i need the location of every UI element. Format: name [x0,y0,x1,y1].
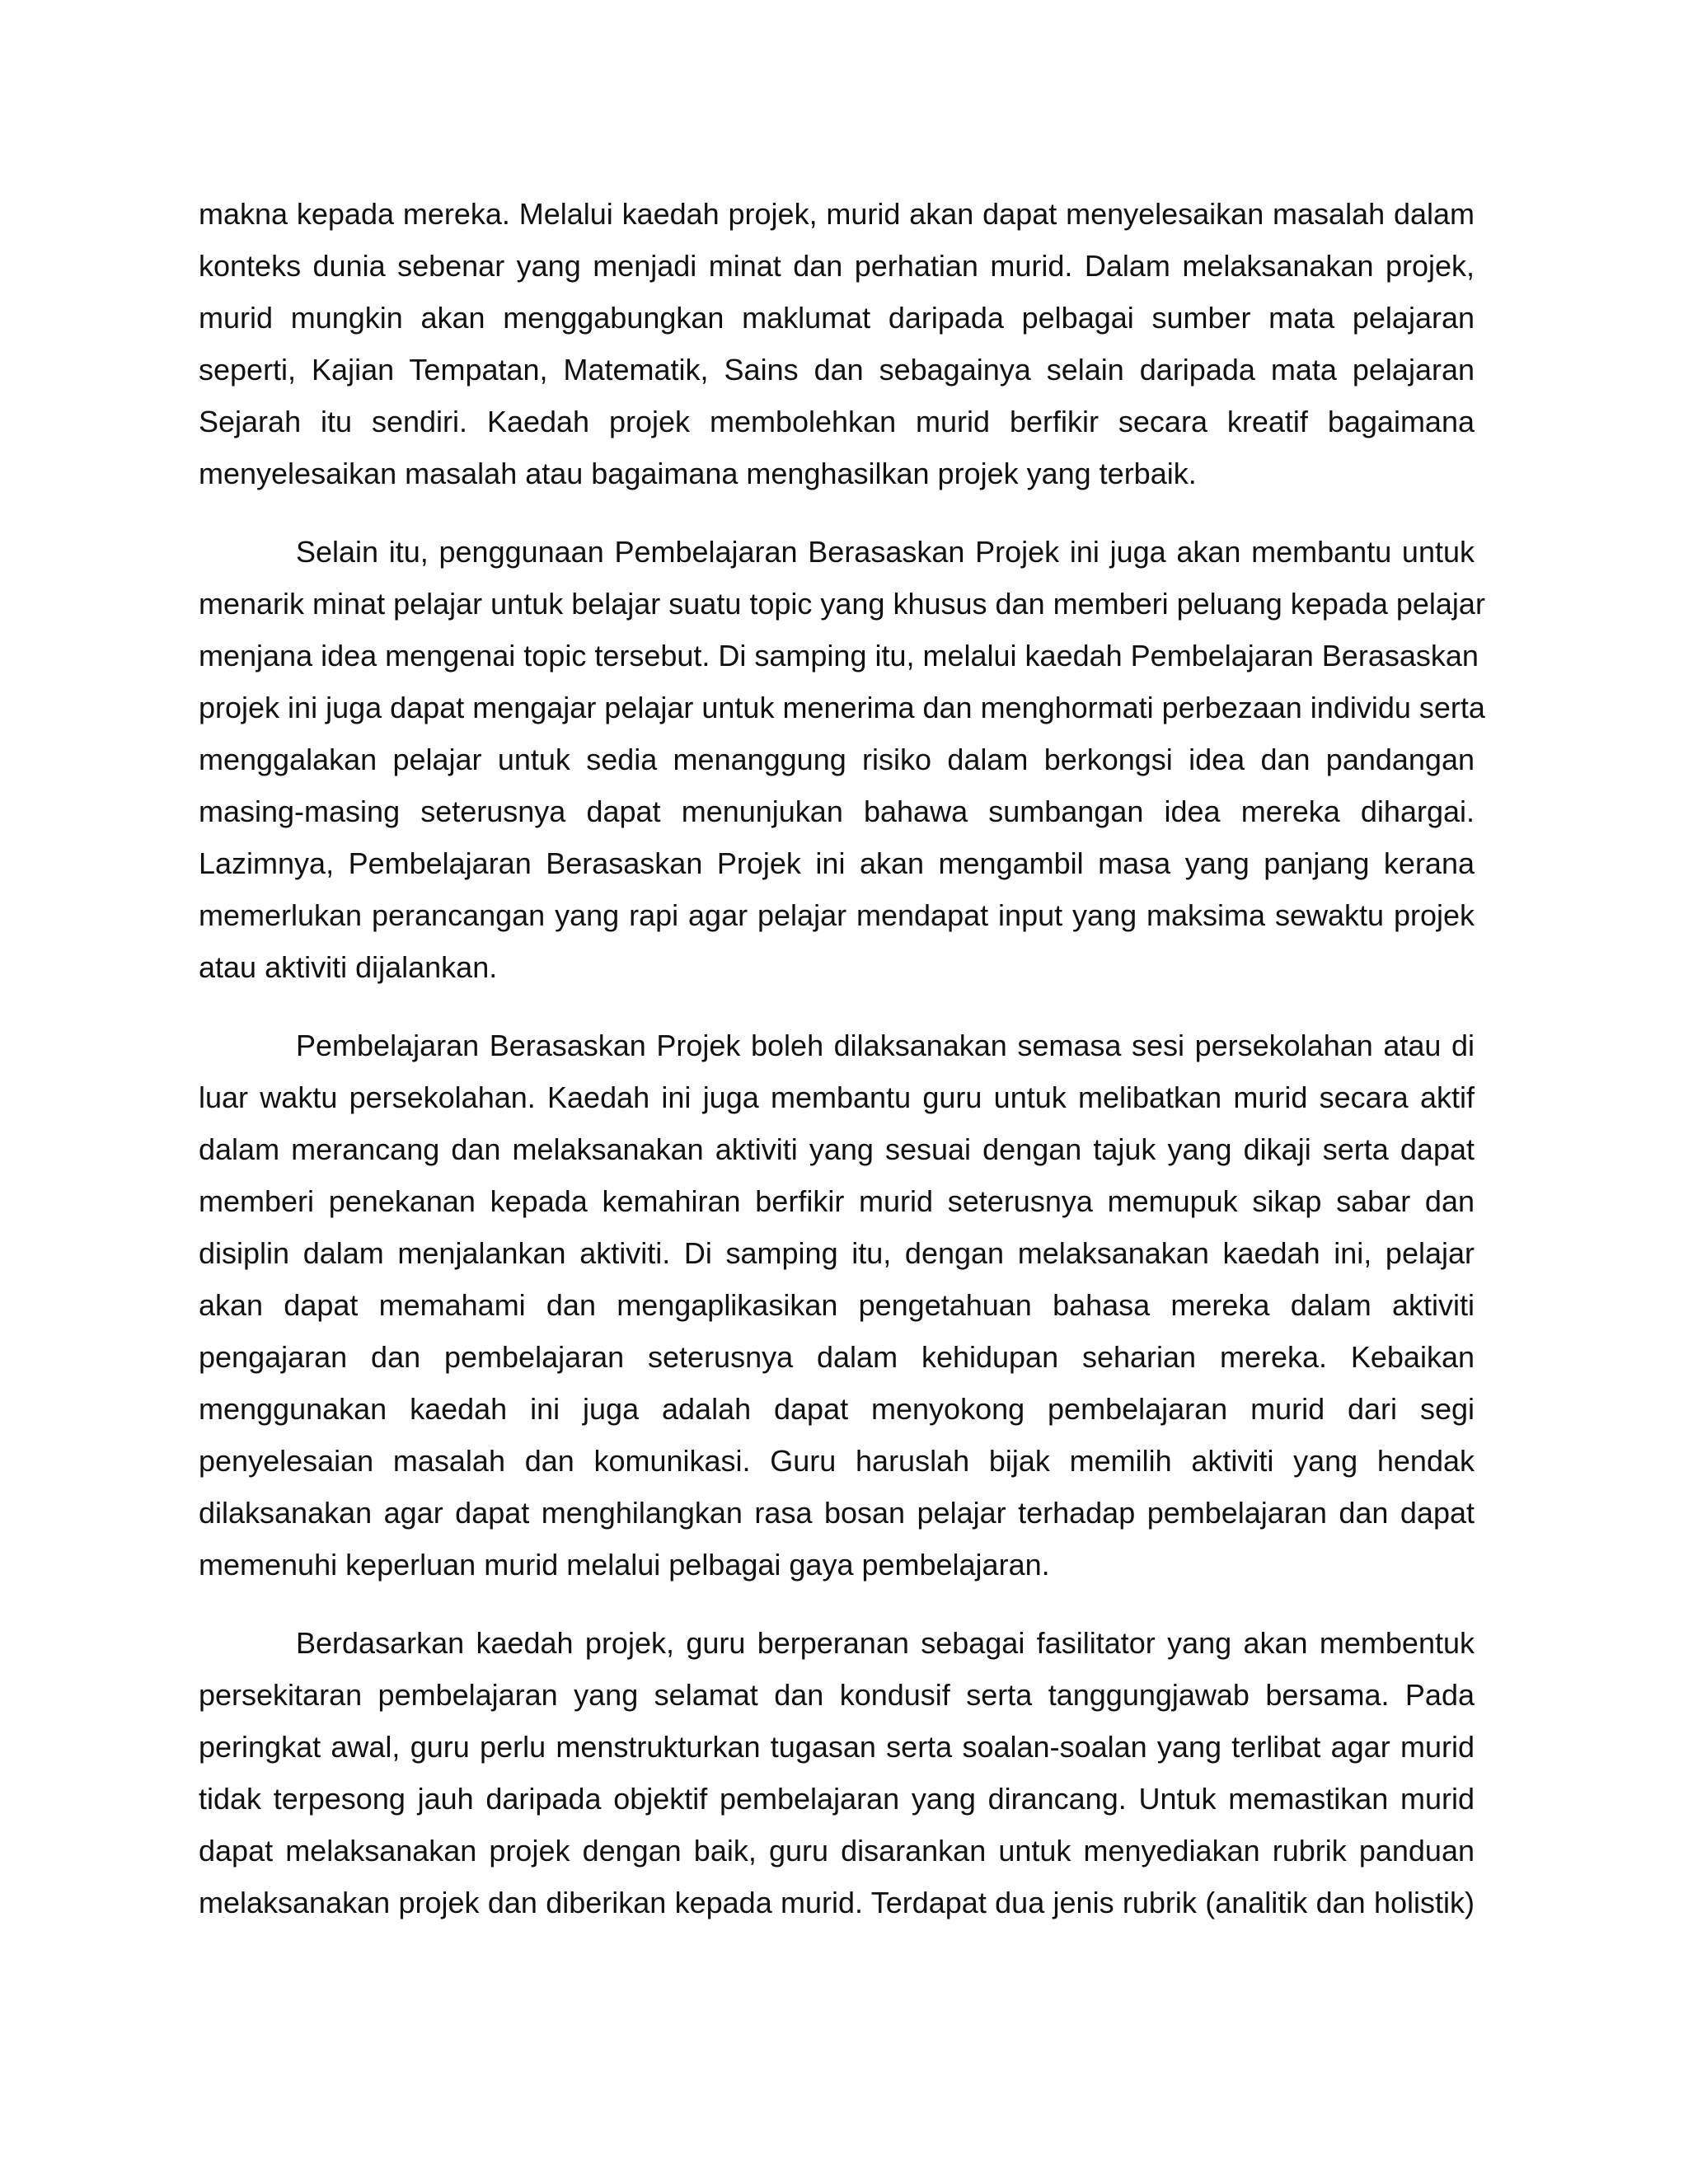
paragraph-line: menjana idea mengenai topic tersebut. Di samping itu, melalui kaedah Pembelajaran Berasaskan [199,639,1479,673]
paragraph-line: konteks dunia sebenar yang menjadi minat dan perhatian murid. Dalam melaksanakan projek, [199,249,1475,283]
paragraph-line: Sejarah itu sendiri. Kaedah projek membolehkan murid berfikir secara kreatif bagaimana [199,405,1475,438]
paragraph-line: dilaksanakan agar dapat menghilangkan rasa bosan pelajar terhadap pembelajaran dan dapat [199,1496,1475,1530]
paragraph-line: menggalakan pelajar untuk sedia menanggung risiko dalam berkongsi idea dan pandangan [199,743,1475,776]
paragraph-line: dapat melaksanakan projek dengan baik, guru disarankan untuk menyediakan rubrik panduan [199,1834,1475,1868]
paragraph-line: peringkat awal, guru perlu menstrukturkan tugasan serta soalan-soalan yang terlibat agar murid [199,1730,1475,1764]
paragraph-line: Selain itu, penggunaan Pembelajaran Berasaskan Projek ini juga akan membantu untuk [296,535,1475,569]
paragraph-line: murid mungkin akan menggabungkan maklumat daripada pelbagai sumber mata pelajaran [199,301,1475,335]
paragraph-line: memberi penekanan kepada kemahiran berfikir murid seterusnya memupuk sikap sabar dan [199,1184,1475,1218]
paragraph-line: projek ini juga dapat mengajar pelajar untuk menerima dan menghormati perbezaan individu serta [199,691,1485,724]
paragraph-line: tidak terpesong jauh daripada objektif pembelajaran yang dirancang. Untuk memastikan murid [199,1782,1475,1816]
paragraph-3 [199,1019,1475,1591]
paragraph-spacer [199,993,1475,1019]
paragraph-1 [199,188,1475,499]
paragraph-line: menarik minat pelajar untuk belajar suatu topic yang khusus dan memberi peluang kepada pelajar [199,587,1485,621]
paragraph-line: Pembelajaran Berasaskan Projek boleh dilaksanakan semasa sesi persekolahan atau di [296,1029,1475,1062]
paragraph-line: menyelesaikan masalah atau bagaimana menghasilkan projek yang terbaik. [199,457,1197,490]
paragraph-2 [199,526,1485,993]
paragraph-spacer [199,1591,1475,1617]
paragraph-line: memenuhi keperluan murid melalui pelbagai gaya pembelajaran. [199,1548,1050,1582]
paragraph-line: luar waktu persekolahan. Kaedah ini juga membantu guru untuk melibatkan murid secara aktif [199,1080,1475,1114]
paragraph-line: pengajaran dan pembelajaran seterusnya dalam kehidupan seharian mereka. Kebaikan [199,1340,1475,1374]
paragraph-line: menggunakan kaedah ini juga adalah dapat menyokong pembelajaran murid dari segi [199,1392,1475,1426]
paragraph-line: disiplin dalam menjalankan aktiviti. Di samping itu, dengan melaksanakan kaedah ini, pelajar [199,1236,1475,1270]
paragraph-line: persekitaran pembelajaran yang selamat dan kondusif serta tanggungjawab bersama. Pada [199,1678,1475,1712]
paragraph-line: penyelesaian masalah dan komunikasi. Guru haruslah bijak memilih aktiviti yang hendak [199,1444,1475,1478]
document-body [199,188,1485,1929]
paragraph-4 [199,1617,1475,1929]
paragraph-line: Lazimnya, Pembelajaran Berasaskan Projek ini akan mengambil masa yang panjang kerana [199,846,1475,880]
paragraph-line: masing-masing seterusnya dapat menunjukan bahawa sumbangan idea mereka dihargai. [199,794,1475,828]
paragraph-line: seperti, Kajian Tempatan, Matematik, Sains dan sebagainya selain daripada mata pelajaran [199,353,1475,387]
paragraph-line: atau aktiviti dijalankan. [199,950,498,984]
paragraph-spacer [199,499,1475,526]
paragraph-line: memerlukan perancangan yang rapi agar pelajar mendapat input yang maksima sewaktu projek [199,898,1475,932]
paragraph-line: akan dapat memahami dan mengaplikasikan pengetahuan bahasa mereka dalam aktiviti [199,1288,1475,1322]
paragraph-line: melaksanakan projek dan diberikan kepada murid. Terdapat dua jenis rubrik (analitik dan holistik) [199,1886,1475,1919]
paragraph-line: Berdasarkan kaedah projek, guru berperanan sebagai fasilitator yang akan membentuk [296,1626,1475,1660]
paragraph-line: makna kepada mereka. Melalui kaedah projek, murid akan dapat menyelesaikan masalah dalam [199,197,1475,231]
paragraph-line: dalam merancang dan melaksanakan aktiviti yang sesuai dengan tajuk yang dikaji serta dapat [199,1132,1475,1166]
